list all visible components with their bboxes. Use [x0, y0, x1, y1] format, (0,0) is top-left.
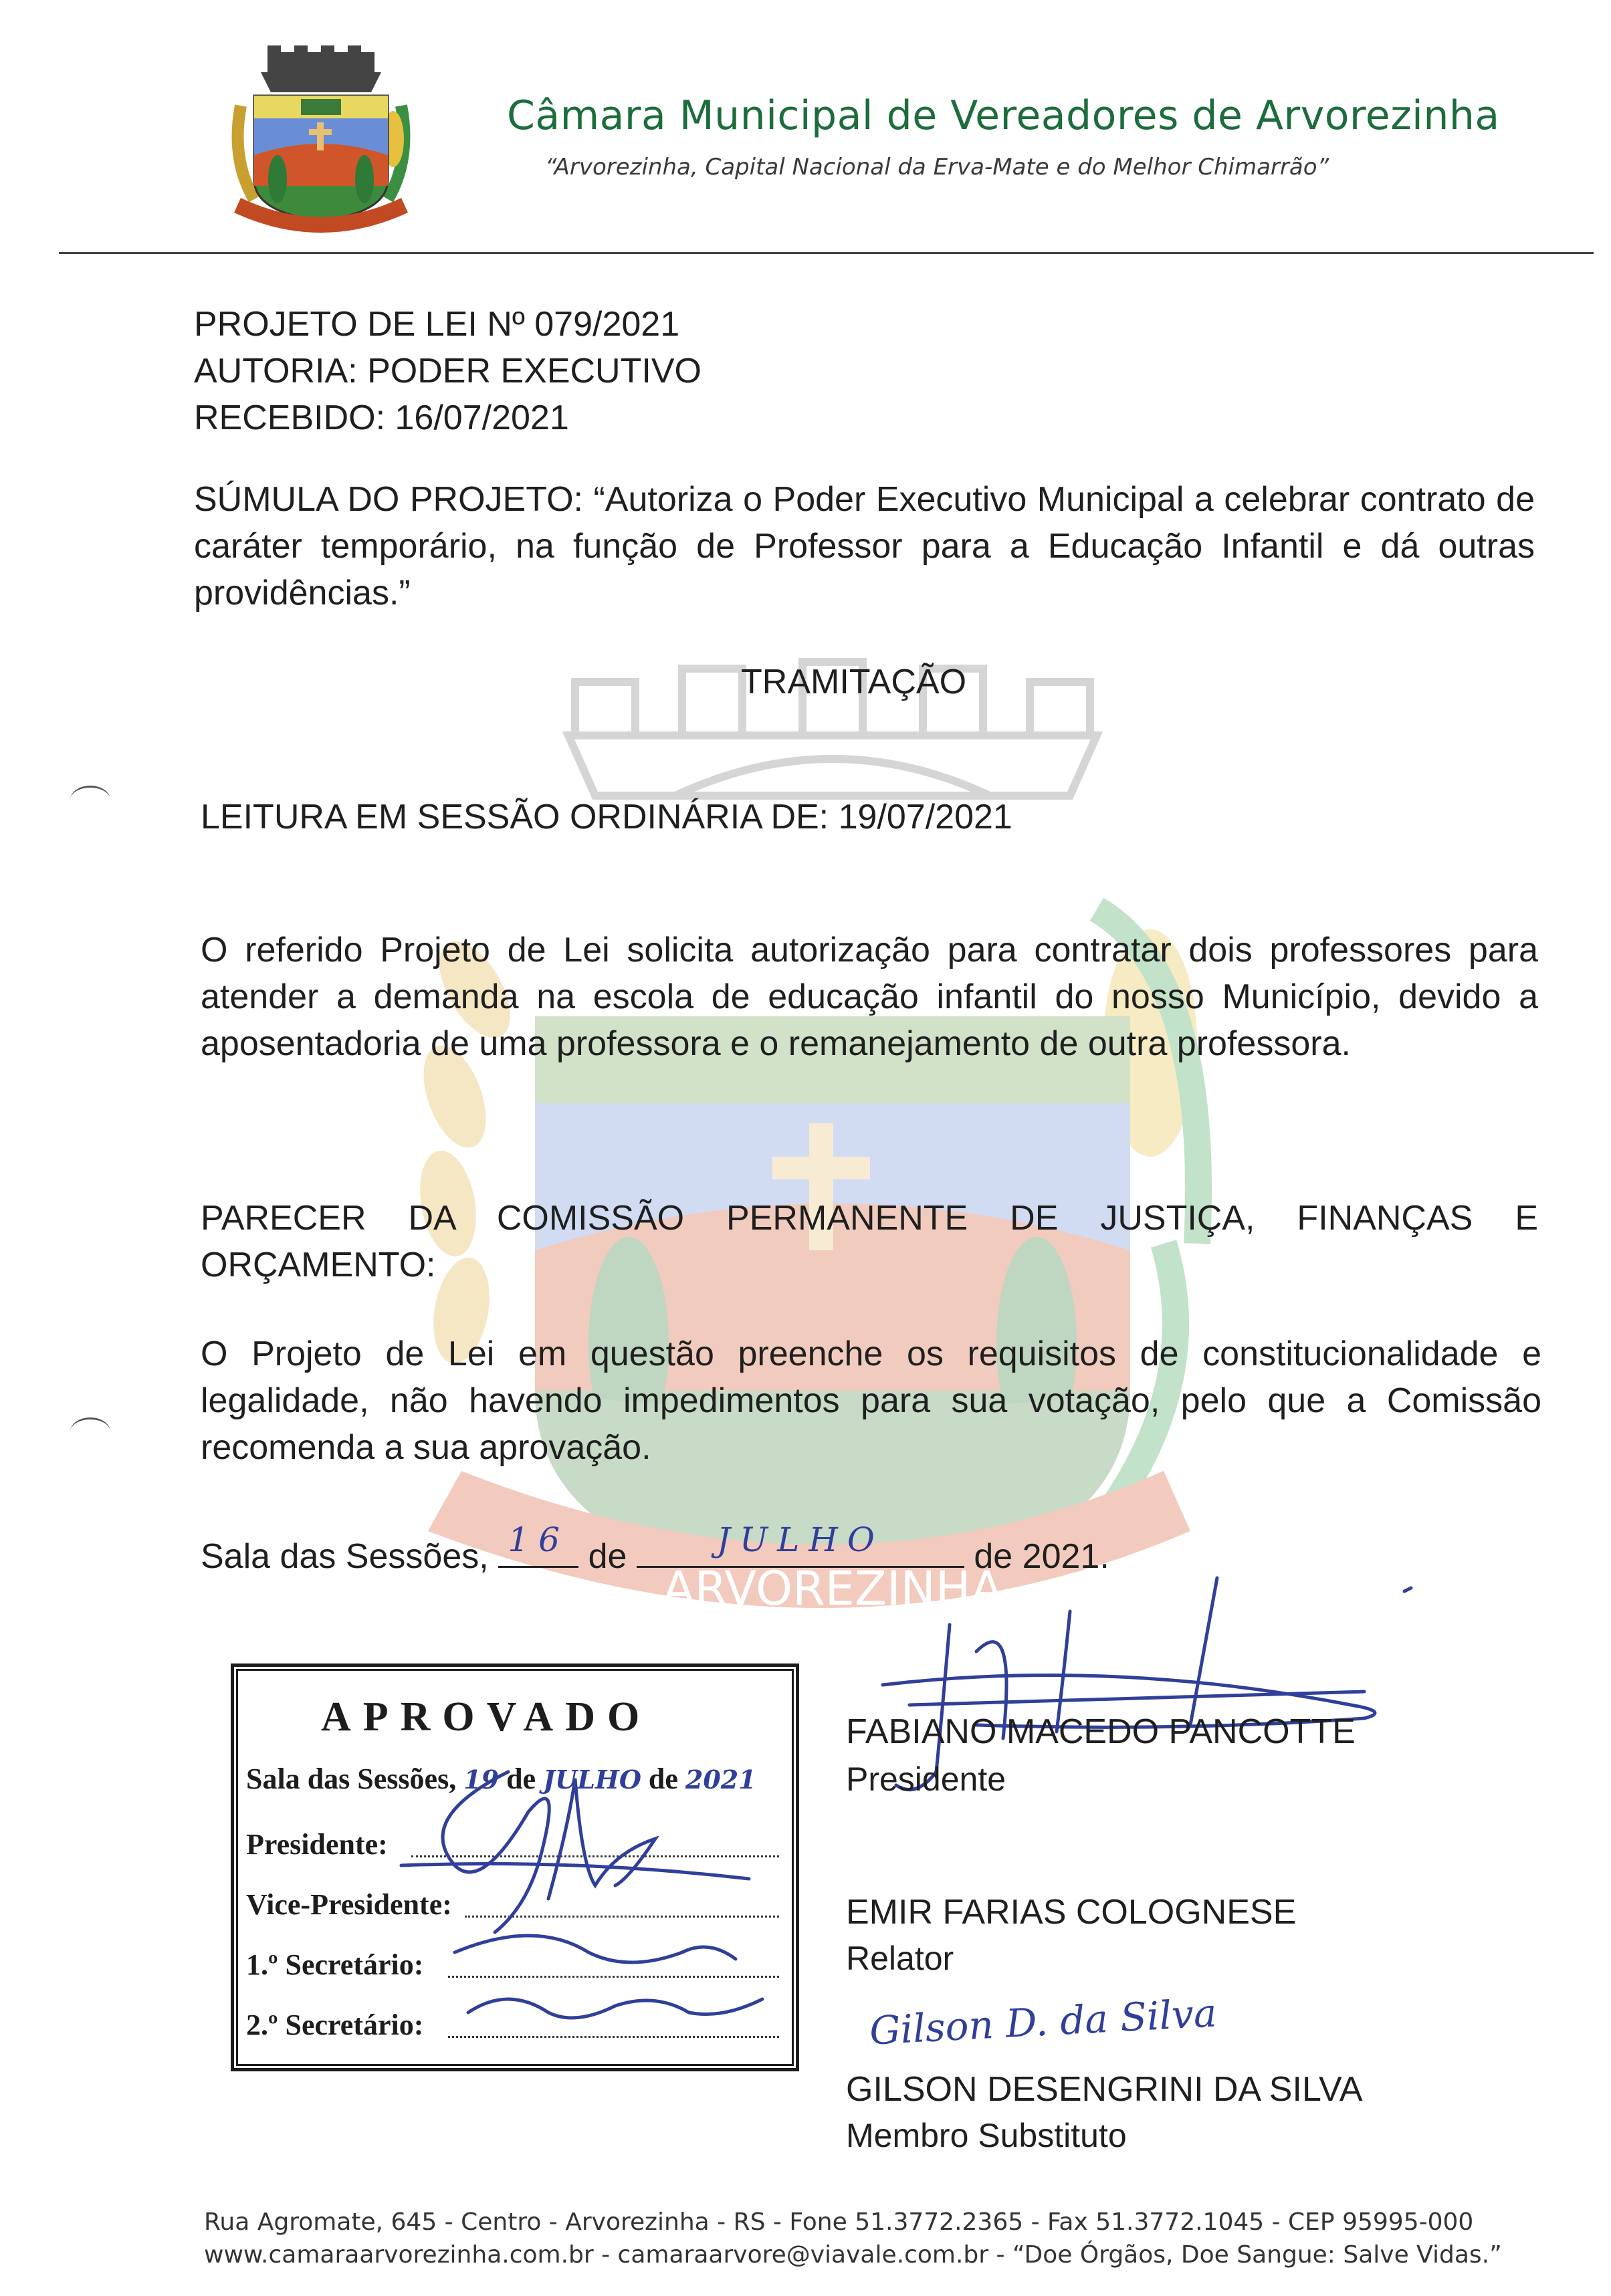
- footer-contacts: www.camaraarvorezinha.com.br - camaraarvore@viavale.com.br - “Doe Órgãos, Doe Sangue: Salve Vidas.”: [204, 2241, 1502, 2269]
- session-day-field: [498, 1520, 578, 1568]
- stamp-title: APROVADO: [321, 1694, 652, 1740]
- punch-hole-mark-bottom: [70, 1417, 110, 1446]
- session-date-prefix: Sala das Sessões,: [201, 1537, 489, 1576]
- project-number: PROJETO DE LEI Nº 079/2021: [194, 305, 680, 344]
- signer-3-name: GILSON DESENGRINI DA SILVA: [846, 2070, 1363, 2109]
- tramitacao-heading: TRAMITAÇÃO: [741, 663, 967, 701]
- project-description: O referido Projeto de Lei solicita autorização para contratar dois professores para atender a demanda na escola de educação infantil do nosso Município, devido a aposentadoria de uma professora e o remanejamento de outra professora.: [201, 931, 1538, 1063]
- stamp-signatures: [374, 1732, 856, 2046]
- punch-hole-mark-top: [70, 786, 110, 814]
- institution-motto: “Arvorezinha, Capital Nacional da Erva-Mate e do Melhor Chimarrão”: [545, 154, 1329, 181]
- institution-name: Câmara Municipal de Vereadores de Arvorezinha: [507, 92, 1500, 139]
- project-author: AUTORIA: PODER EXECUTIVO: [194, 352, 702, 390]
- municipal-crest-logo: [227, 45, 415, 253]
- stamp-day: 19: [463, 1764, 500, 1795]
- signer-2-name: EMIR FARIAS COLOGNESE: [846, 1893, 1297, 1932]
- stamp-session-label: Sala das Sessões,: [246, 1762, 457, 1795]
- project-summary: SÚMULA DO PROJETO: “Autoriza o Poder Executivo Municipal a celebrar contrato de caráter temporário, na função de Professor para a Educação Infantil e dá outras providências.”: [194, 480, 1535, 612]
- signer-3-handwritten-signature: Gilson D. da Silva: [868, 1990, 1218, 2054]
- commission-opinion-heading: PARECER DA COMISSÃO PERMANENTE DE JUSTIÇA, FINANÇAS E ORÇAMENTO:: [201, 1199, 1538, 1284]
- signer-2-role: Relator: [846, 1940, 954, 1977]
- signer-1-role: Presidente: [846, 1760, 1006, 1798]
- session-date-year: de 2021.: [974, 1537, 1109, 1576]
- signer-1-name: FABIANO MACEDO PANCOTTE: [846, 1712, 1356, 1751]
- session-month-handwritten: JULHO: [716, 1520, 884, 1559]
- header-divider: [59, 252, 1594, 254]
- project-info: [194, 301, 1197, 441]
- crest-ribbon-text: ARVOREZINHA: [662, 1561, 1003, 1616]
- signer-3-role: Membro Substituto: [846, 2117, 1127, 2154]
- session-month-field: [637, 1520, 964, 1568]
- stamp-presidente-label: Presidente:: [246, 1828, 388, 1861]
- stamp-vice-label: Vice-Presidente:: [246, 1888, 452, 1921]
- stamp-year: 2021: [685, 1764, 756, 1795]
- stamp-month: JULHO: [543, 1764, 641, 1795]
- footer-address: Rua Agromate, 645 - Centro - Arvorezinha - RS - Fone 51.3772.2365 - Fax 51.3772.1045 - CEP 95995-000: [204, 2208, 1474, 2236]
- stamp-sec2-label: 2.º Secretário:: [246, 2008, 424, 2041]
- stamp-sec1-label: 1.º Secretário:: [246, 1948, 424, 1981]
- stamp-de1: de: [506, 1762, 536, 1795]
- session-date-de: de: [588, 1537, 627, 1576]
- commission-opinion-text: O Projeto de Lei em questão preenche os requisitos de constitucionalidade e legalidade, não havendo impedimentos para sua votação, pelo que a Comissão recomenda a sua aprovação.: [201, 1335, 1541, 1467]
- session-day-handwritten: 16: [508, 1520, 569, 1559]
- project-received: RECEBIDO: 16/07/2021: [194, 398, 569, 437]
- stamp-de2: de: [648, 1762, 678, 1795]
- reading-session-line: LEITURA EM SESSÃO ORDINÁRIA DE: 19/07/2021: [201, 798, 1012, 836]
